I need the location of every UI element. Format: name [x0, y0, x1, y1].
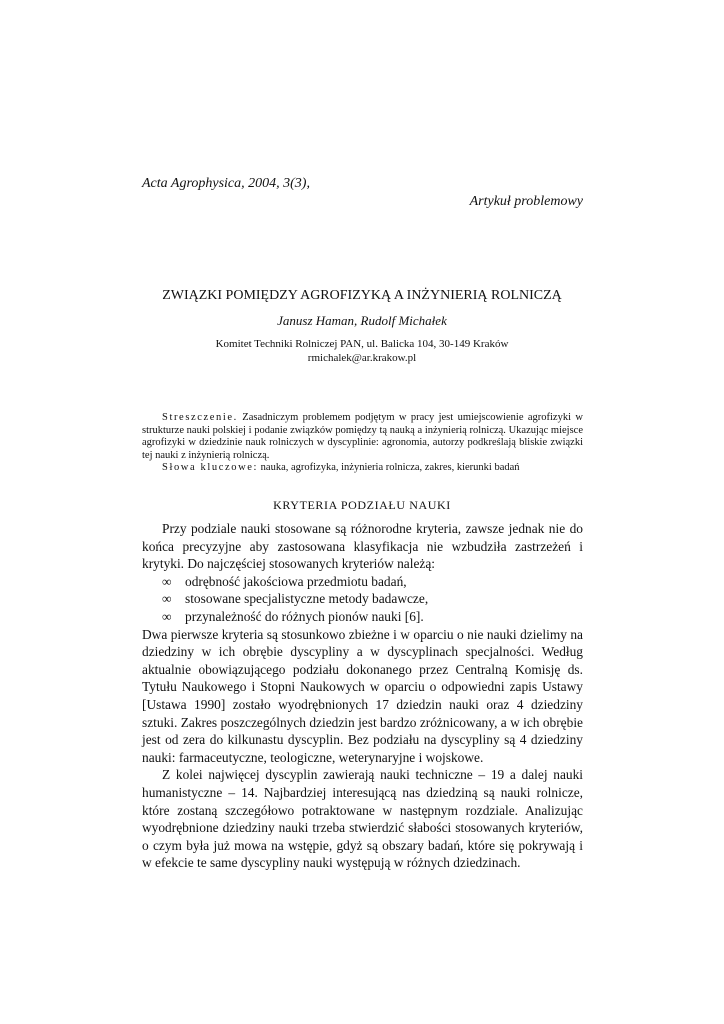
- abstract-label: Streszczenie.: [162, 412, 238, 423]
- section-heading: KRYTERIA PODZIAŁU NAUKI: [273, 498, 451, 512]
- keywords-label: Słowa kluczowe:: [162, 462, 259, 474]
- infinity-bullet-icon: ∞: [162, 573, 172, 589]
- journal-citation: Acta Agrophysica, 2004, 3(3),: [142, 176, 310, 191]
- criteria-list: [142, 573, 583, 626]
- list-item: ∞ stosowane specjalistyczne metody badawcze,: [162, 591, 429, 607]
- body-paragraph-3: Z kolei najwięcej dyscyplin zawierają nauki techniczne – 19 a dalej nauki humanistyczne – 14. Najbardziej interesującą nas dziedziną są nauki rolnicze, które zostaną szczegółowo potraktowane w następnym rozdziale. Analizując wyodrębnione dziedziny nauki trzeba stwierdzić słabości stosowanych kryteriów, o czym była już mowa na wstępie, gdyż są obszary badań, które się pokrywają i w efekcie te same dyscypliny nauki występują w różnych dziedzinach.: [142, 767, 583, 871]
- paper-title: ZWIĄZKI POMIĘDZY AGROFIZYKĄ A INŻYNIERIĄ ROLNICZĄ: [162, 288, 562, 303]
- article-type: Artykuł problemowy: [469, 194, 583, 209]
- paper-authors: Janusz Haman, Rudolf Michałek: [277, 313, 447, 328]
- infinity-bullet-icon: ∞: [162, 608, 172, 624]
- abstract: [142, 412, 583, 475]
- affiliation-address: Komitet Techniki Rolniczej PAN, ul. Balicka 104, 30-149 Kraków: [215, 338, 509, 350]
- affiliation: [0, 337, 724, 365]
- keywords-text: nauka, agrofizyka, inżynieria rolnicza, zakres, kierunki badań: [258, 462, 520, 474]
- list-item: ∞ przynależność do różnych pionów nauki [6].: [162, 608, 424, 624]
- affiliation-email: rmichalek@ar.krakow.pl: [307, 352, 417, 364]
- body-paragraph-2: Dwa pierwsze kryteria są stosunkowo zbieżne i w oparciu o nie nauki dzielimy na dziedziny w ich obrębie dyscypliny a w dyscyplinach specjalności. Według aktualnie obowiązującego podziału dokonanego przez Centralną Komisję ds. Tytułu Naukowego i Stopni Naukowych w oparciu o odpowiedni zapis Ustawy [Ustawa 1990] zostało wyodrębnionych 17 dziedzin nauki oraz 4 dziedziny sztuki. Zakres poszczególnych dziedzin jest bardzo zróżnicowany, a w ich obrębie jest od zera do kilkunastu dyscyplin. Bez podziału na dyscypliny są 4 dziedziny nauki: farmaceutyczne, teologiczne, weterynaryjne i wojskowe.: [142, 626, 583, 765]
- keywords-paragraph: [142, 462, 583, 475]
- body-text: [142, 520, 583, 872]
- abstract-paragraph: [142, 412, 583, 462]
- abstract-text: Zasadniczym problemem podjętym w pracy jest umiejscowienie agrofizyki w strukturze nauki polskiej i podanie związków pomiędzy tą nauką a inżynierią rolniczą. Ukazując miejsce agrofizyki w dziedzinie nauk rolniczych w dyscyplinie: agronomia, autorzy podkreślają bliskie związki tej nauki z inżynierią rolniczą.: [142, 412, 583, 461]
- body-paragraph-1: Przy podziale nauki stosowane są różnorodne kryteria, zawsze jednak nie do końca precyzyjne aby zastosowana klasyfikacja nie wzbudziła zastrzeżeń i krytyki. Do najczęściej stosowanych kryteriów należą:: [142, 521, 583, 572]
- infinity-bullet-icon: ∞: [162, 591, 172, 607]
- list-item: ∞ odrębność jakościowa przedmiotu badań,: [162, 573, 407, 589]
